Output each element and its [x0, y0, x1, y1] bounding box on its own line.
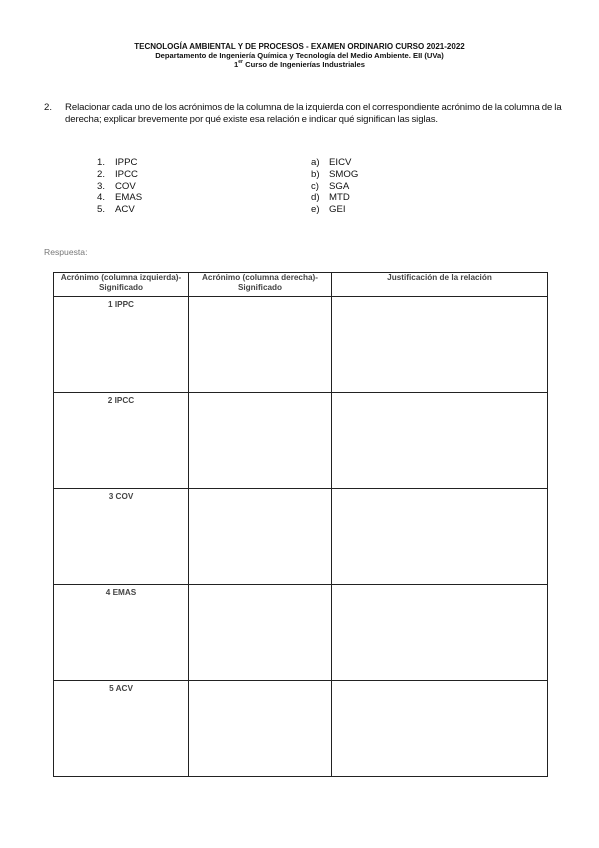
answer-cell-justification[interactable]: [332, 585, 548, 681]
table-row: [54, 489, 548, 585]
answer-cell-justification[interactable]: [332, 681, 548, 777]
row-label: 5 ACV: [54, 681, 189, 777]
answer-cell-right-acronym[interactable]: [189, 681, 332, 777]
list-item: [311, 204, 358, 216]
item-letter: a): [311, 157, 320, 168]
answer-cell-justification[interactable]: [332, 489, 548, 585]
list-item: [311, 157, 358, 169]
answer-cell-right-acronym[interactable]: [189, 489, 332, 585]
answer-cell-justification[interactable]: [332, 393, 548, 489]
list-item: [97, 169, 142, 181]
table-row: [54, 681, 548, 777]
table-header-row: [54, 273, 548, 297]
exam-header: [0, 42, 599, 69]
list-item: [97, 204, 142, 216]
table-row: [54, 585, 548, 681]
answer-cell-right-acronym[interactable]: [189, 297, 332, 393]
left-acronym-list: [97, 157, 142, 216]
item-label: EMAS: [115, 192, 143, 204]
question-block: [44, 102, 564, 127]
list-item: [311, 169, 358, 181]
course-name: Curso de Ingenierías Industriales: [243, 60, 365, 69]
list-item: [311, 192, 358, 204]
item-label: IPPC: [115, 157, 138, 168]
item-label: SMOG: [329, 168, 359, 180]
exam-title: TECNOLOGÍA AMBIENTAL Y DE PROCESOS - EXAMEN ORDINARIO CURSO 2021-2022: [134, 42, 465, 51]
item-letter: c): [311, 180, 319, 192]
item-letter: d): [311, 192, 320, 204]
department-line: Departamento de Ingeniería Química y Tecnología del Medio Ambiente. EII (UVa): [155, 51, 444, 60]
response-label: Respuesta:: [44, 247, 88, 257]
item-label: MTD: [329, 192, 350, 204]
question-number: 2.: [44, 102, 53, 113]
item-label: GEI: [329, 204, 346, 216]
list-item: [97, 192, 142, 204]
course-number: 1: [234, 60, 239, 69]
header-left-acronym: Acrónimo (columna izquierda)- Significado: [54, 273, 189, 297]
list-item: [311, 181, 358, 193]
row-label: 4 EMAS: [54, 585, 189, 681]
item-letter: e): [311, 204, 320, 216]
answer-table: [53, 272, 548, 777]
row-label: 2 IPCC: [54, 393, 189, 489]
question-text: Relacionar cada uno de los acrónimos de la columna de la izquierda con el correspondiente acrónimo de la columna de la derecha; explicar brevemente por qué existe esa relación e indicar qué significan las siglas.: [65, 102, 562, 126]
header-justification: Justificación de la relación: [332, 273, 548, 297]
item-number: 1.: [97, 157, 106, 168]
item-label: SGA: [329, 180, 350, 192]
header-right-acronym: Acrónimo (columna derecha)-Significado: [189, 273, 332, 297]
item-label: ACV: [115, 204, 135, 216]
course-line: [0, 60, 599, 69]
answer-cell-right-acronym[interactable]: [189, 393, 332, 489]
answer-cell-right-acronym[interactable]: [189, 585, 332, 681]
item-label: EICV: [329, 157, 352, 168]
list-item: [97, 157, 142, 169]
item-number: 5.: [97, 204, 106, 216]
right-acronym-list: [311, 157, 358, 216]
row-label: 1 IPPC: [54, 297, 189, 393]
item-label: IPCC: [115, 168, 138, 180]
list-item: [97, 181, 142, 193]
row-label: 3 COV: [54, 489, 189, 585]
item-letter: b): [311, 168, 320, 180]
item-label: COV: [115, 180, 136, 192]
table-row: [54, 393, 548, 489]
course-ordinal-suffix: er: [238, 59, 243, 65]
table-row: [54, 297, 548, 393]
item-number: 4.: [97, 192, 106, 204]
item-number: 3.: [97, 180, 106, 192]
answer-cell-justification[interactable]: [332, 297, 548, 393]
item-number: 2.: [97, 168, 106, 180]
